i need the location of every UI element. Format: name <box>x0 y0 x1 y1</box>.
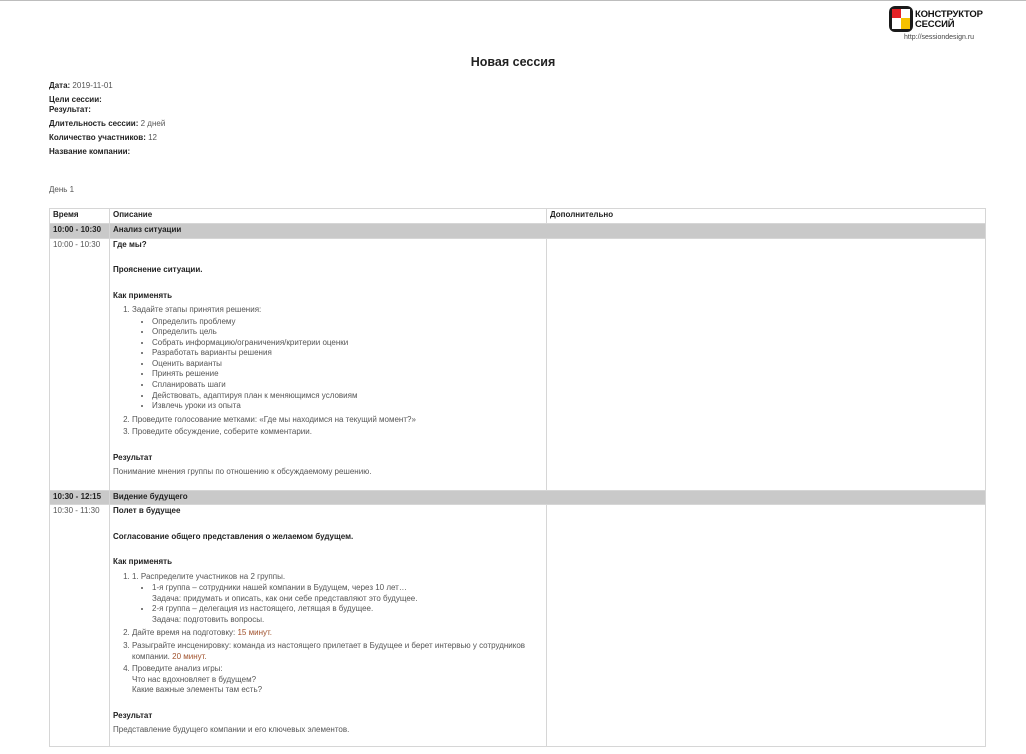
group-task: Задача: подготовить вопросы. <box>152 614 265 624</box>
step-duration: 15 минут. <box>237 628 272 638</box>
meta-participants-value: 12 <box>148 133 158 142</box>
section-extra <box>547 224 986 239</box>
logo-mark-icon <box>888 5 914 33</box>
page-title: Новая сессия <box>470 55 556 69</box>
section-time: 10:30 - 12:15 <box>50 490 110 505</box>
activity-description <box>110 238 547 490</box>
step-text: Задайте этапы принятия решения: <box>132 305 262 315</box>
steps-list <box>113 305 543 438</box>
header-additional: Дополнительно <box>547 209 986 224</box>
logo-text-line1: КОНСТРУКТОР <box>915 9 983 20</box>
group-task: Задача: придумать и описать, как они себе представляют это будущее. <box>152 593 418 603</box>
list-item: 2. Проведите голосование метками: «Где мы находимся на текущий момент?» <box>132 415 543 426</box>
activity-title: Где мы? <box>113 239 147 249</box>
list-item: • Оценить варианты <box>152 359 543 370</box>
how-to-heading: Как применять <box>113 557 172 567</box>
section-row <box>50 224 986 239</box>
list-item: • Собрать информацию/ограничения/критерии оценки <box>152 338 543 349</box>
activity-time: 10:30 - 11:30 <box>50 505 110 747</box>
header-description: Описание <box>110 209 547 224</box>
steps-list <box>113 572 543 696</box>
logo-text-line2: СЕССИЙ <box>915 19 955 30</box>
list-item <box>132 628 543 639</box>
day-label: День 1 <box>49 185 75 194</box>
step-text: Дайте время на подготовку: <box>132 628 236 638</box>
question-text: Что нас вдохновляет в будущем? <box>132 674 257 684</box>
meta-duration-label: Длительность сессии: <box>49 119 139 128</box>
list-item: • Спланировать шаги <box>152 380 543 391</box>
activity-time: 10:00 - 10:30 <box>50 238 110 490</box>
activity-additional <box>547 238 986 490</box>
meta-result-label: Результат: <box>49 105 91 114</box>
activity-summary: Прояснение ситуации. <box>113 265 203 275</box>
section-name: Анализ ситуации <box>110 224 547 239</box>
activity-summary: Согласование общего представления о желаемом будущем. <box>113 531 354 541</box>
session-meta <box>49 81 649 157</box>
logo <box>888 5 998 43</box>
meta-participants-label: Количество участников: <box>49 133 146 142</box>
result-heading: Результат <box>113 710 153 720</box>
result-text: Представление будущего компании и его ключевых элементов. <box>113 725 350 735</box>
list-item <box>152 583 543 604</box>
meta-company <box>49 147 649 157</box>
activity-row <box>50 505 986 747</box>
meta-date-value: 2019-11-01 <box>72 81 113 90</box>
section-time: 10:00 - 10:30 <box>50 224 110 239</box>
header-time: Время <box>50 209 110 224</box>
step-text: 1. Распределите участников на 2 группы. <box>132 571 286 581</box>
result-text: Понимание мнения группы по отношению к обсуждаемому решению. <box>113 467 372 477</box>
step-text: Разыграйте инсценировку: команда из настоящего прилетает в Будущее и берет интервью у сотрудников компании. <box>132 641 526 661</box>
section-extra <box>547 490 986 505</box>
meta-company-label: Название компании: <box>49 147 131 156</box>
list-item: • Действовать, адаптируя план к меняющимся условиям <box>152 391 543 402</box>
logo-url[interactable]: http://sessiondesign.ru <box>904 34 975 41</box>
activity-row <box>50 238 986 490</box>
meta-date <box>49 81 649 91</box>
activity-additional <box>547 505 986 747</box>
question-text: Какие важные элементы там есть? <box>132 685 263 695</box>
section-name: Видение будущего <box>110 490 547 505</box>
step-text: Проведите анализ игры: <box>132 664 223 674</box>
group-text: 1-я группа – сотрудники нашей компании в Будущем, через 10 лет… <box>152 583 407 593</box>
activity-title: Полет в будущее <box>113 506 181 516</box>
agenda-table <box>49 208 986 747</box>
activity-description <box>110 505 547 747</box>
how-to-heading: Как применять <box>113 290 172 300</box>
meta-goals-label: Цели сессии: <box>49 95 102 104</box>
meta-participants <box>49 133 649 143</box>
list-item: • Принять решение <box>152 369 543 380</box>
meta-goals <box>49 95 649 105</box>
top-rule <box>0 0 1026 1</box>
list-item <box>152 604 543 625</box>
meta-date-label: Дата: <box>49 81 71 90</box>
result-heading: Результат <box>113 452 153 462</box>
meta-duration-value: 2 дней <box>140 119 166 128</box>
list-item: • Определить проблему <box>152 317 543 328</box>
list-item <box>132 641 543 662</box>
group-text: 2-я группа – делегация из настоящего, летящая в будущее. <box>152 604 374 614</box>
sub-list <box>132 317 543 412</box>
meta-duration <box>49 119 649 129</box>
list-item: • Разработать варианты решения <box>152 348 543 359</box>
table-header-row <box>50 209 986 224</box>
meta-result <box>49 105 649 115</box>
list-item: 3. Проведите обсуждение, соберите комментарии. <box>132 427 543 438</box>
list-item <box>132 664 543 696</box>
sub-list <box>132 583 543 625</box>
list-item <box>132 305 543 411</box>
list-item: • Извлечь уроки из опыта <box>152 401 543 412</box>
list-item <box>132 572 543 626</box>
step-duration: 20 минут. <box>172 651 207 661</box>
list-item: • Определить цель <box>152 327 543 338</box>
section-row <box>50 490 986 505</box>
